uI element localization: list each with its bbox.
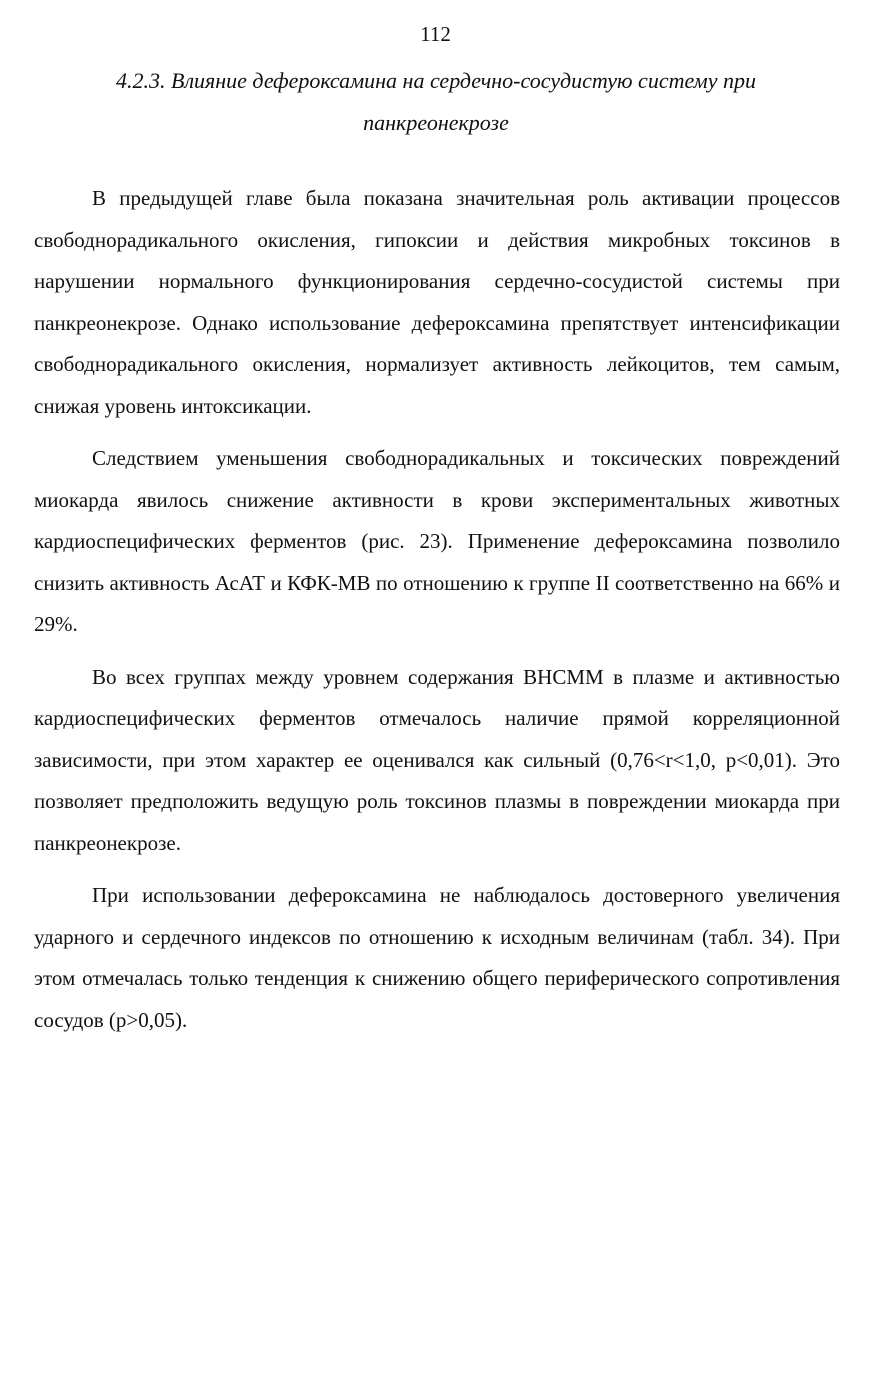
page-number: 112 <box>420 22 451 46</box>
body-text <box>34 178 840 1041</box>
paragraph: При использовании дефероксамина не наблюдалось достоверного увеличения ударного и сердечного индексов по отношению к исходным величинам (табл. 34). При этом отмечалась только тенденция к снижению общего периферического сопротивления сосудов (p>0,05). <box>34 883 840 1032</box>
paragraph: В предыдущей главе была показана значительная роль активации процессов свободнорадикального окисления, гипоксии и действия микробных токсинов в нарушении нормального функционирования сердечно-сосудистой системы при панкреонекрозе. Однако использование дефероксамина препятствует интенсификации свободнорадикального окисления, нормализует активность лейкоцитов, тем самым, снижая уровень интоксикации. <box>34 186 840 418</box>
section-heading: 4.2.3. Влияние дефероксамина на сердечно-сосудистую систему при панкреонекрозе <box>116 68 756 135</box>
paragraph: Следствием уменьшения свободнорадикальных и токсических повреждений миокарда явилось снижение активности в крови экспериментальных животных кардиоспецифических ферментов (рис. 23). Применение дефероксамина позволило снизить активность АсАТ и КФК-МВ по отношению к группе II соответственно на 66% и 29%. <box>34 446 840 636</box>
paragraph: Во всех группах между уровнем содержания ВНСММ в плазме и активностью кардиоспецифических ферментов отмечалось наличие прямой корреляционной зависимости, при этом характер ее оценивался как сильный (0,76<r<1,0, p<0,01). Это позволяет предположить ведущую роль токсинов плазмы в повреждении миокарда при панкреонекрозе. <box>34 664 840 855</box>
